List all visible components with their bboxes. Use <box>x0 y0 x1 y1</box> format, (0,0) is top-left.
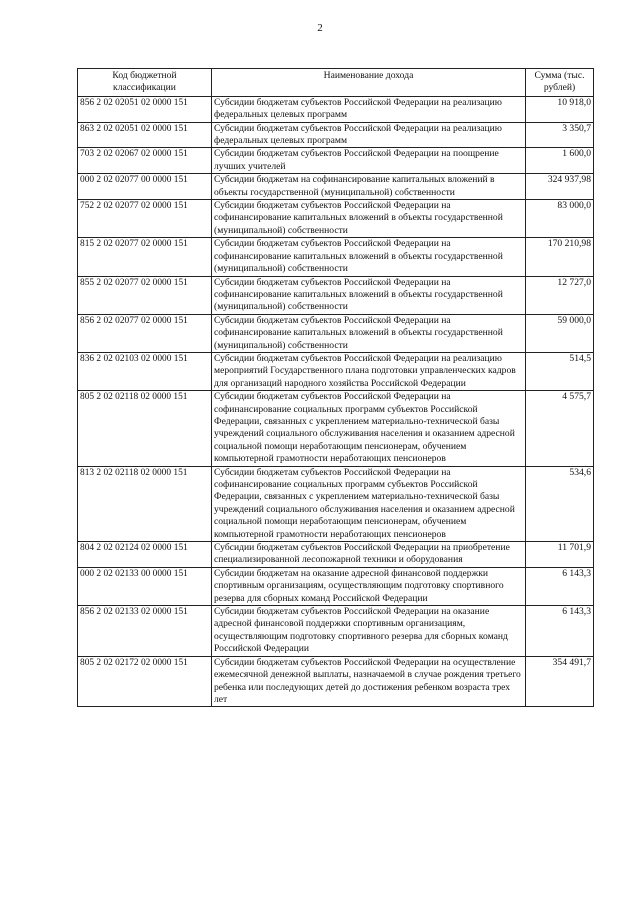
revenue-table <box>77 68 594 707</box>
row-sum: 534,6 <box>526 466 594 541</box>
row-sum: 10 918,0 <box>526 96 594 122</box>
row-sum: 83 000,0 <box>526 200 594 238</box>
table-row <box>78 567 594 605</box>
row-code: 805 2 02 02118 02 0000 151 <box>78 391 212 466</box>
table-row <box>78 314 594 352</box>
row-name: Субсидии бюджетам субъектов Российской Федерации на оказание адресной финансовой поддержки спортивным организациям, осуществляющим подготовку спортивного резерва для сборных команд Российской Федерации <box>212 606 526 657</box>
row-sum: 3 350,7 <box>526 122 594 148</box>
row-code: 804 2 02 02124 02 0000 151 <box>78 542 212 568</box>
row-name: Субсидии бюджетам субъектов Российской Федерации на софинансирование капитальных вложений в объекты государственной (муниципальной) собственности <box>212 200 526 238</box>
row-sum: 59 000,0 <box>526 314 594 352</box>
table-row <box>78 174 594 200</box>
table-row <box>78 148 594 174</box>
row-name: Субсидии бюджетам субъектов Российской Федерации на реализацию мероприятий Государственного плана подготовки управленческих кадров для организаций народного хозяйства Российской Федерации <box>212 352 526 390</box>
row-sum: 324 937,98 <box>526 174 594 200</box>
row-sum: 4 575,7 <box>526 391 594 466</box>
page-number: 2 <box>317 22 323 34</box>
row-name: Субсидии бюджетам на оказание адресной финансовой поддержки спортивным организациям, осуществляющим подготовку спортивного резерва для сборных команд Российской Федерации <box>212 567 526 605</box>
header-sum: Сумма (тыс. рублей) <box>526 69 594 97</box>
row-sum: 354 491,7 <box>526 656 594 707</box>
row-name: Субсидии бюджетам субъектов Российской Федерации на реализацию федеральных целевых программ <box>212 96 526 122</box>
table-row <box>78 352 594 390</box>
row-code: 856 2 02 02133 02 0000 151 <box>78 606 212 657</box>
table-row <box>78 542 594 568</box>
row-sum: 6 143,3 <box>526 606 594 657</box>
row-code: 000 2 02 02133 00 0000 151 <box>78 567 212 605</box>
row-code: 752 2 02 02077 02 0000 151 <box>78 200 212 238</box>
row-sum: 6 143,3 <box>526 567 594 605</box>
row-sum: 11 701,9 <box>526 542 594 568</box>
row-code: 815 2 02 02077 02 0000 151 <box>78 238 212 276</box>
row-code: 805 2 02 02172 02 0000 151 <box>78 656 212 707</box>
table-row <box>78 466 594 541</box>
row-name: Субсидии бюджетам субъектов Российской Федерации на софинансирование капитальных вложений в объекты государственной (муниципальной) собственности <box>212 238 526 276</box>
row-name: Субсидии бюджетам субъектов Российской Федерации на поощрение лучших учителей <box>212 148 526 174</box>
table-row <box>78 276 594 314</box>
table-row <box>78 122 594 148</box>
row-sum: 12 727,0 <box>526 276 594 314</box>
table-row <box>78 391 594 466</box>
header-name: Наименование дохода <box>212 69 526 97</box>
row-code: 863 2 02 02051 02 0000 151 <box>78 122 212 148</box>
table-row <box>78 238 594 276</box>
row-name: Субсидии бюджетам субъектов Российской Федерации на софинансирование социальных программ субъектов Российской Федерации, связанных с укреплением материально-технической базы учреждений социального обслуживания населения и оказанием адресной социальной помощи неработающим пенсионерам, обучением компьютерной грамотности неработающих пенсионеров <box>212 466 526 541</box>
row-name: Субсидии бюджетам на софинансирование капитальных вложений в объекты государственной (муниципальной) собственности <box>212 174 526 200</box>
row-code: 856 2 02 02051 02 0000 151 <box>78 96 212 122</box>
row-code: 836 2 02 02103 02 0000 151 <box>78 352 212 390</box>
header-code: Код бюджетной классификации <box>78 69 212 97</box>
row-name: Субсидии бюджетам субъектов Российской Федерации на софинансирование социальных программ субъектов Российской Федерации, связанных с укреплением материально-технической базы учреждений социального обслуживания населения и оказанием адресной социальной помощи неработающим пенсионерам, обучением компьютерной грамотности неработающих пенсионеров <box>212 391 526 466</box>
row-name: Субсидии бюджетам субъектов Российской Федерации на софинансирование капитальных вложений в объекты государственной (муниципальной) собственности <box>212 276 526 314</box>
row-name: Субсидии бюджетам субъектов Российской Федерации на софинансирование капитальных вложений в объекты государственной (муниципальной) собственности <box>212 314 526 352</box>
row-sum: 1 600,0 <box>526 148 594 174</box>
table-header-row <box>78 69 594 97</box>
row-sum: 514,5 <box>526 352 594 390</box>
row-name: Субсидии бюджетам субъектов Российской Федерации на приобретение специализированной лесопожарной техники и оборудования <box>212 542 526 568</box>
row-sum: 170 210,98 <box>526 238 594 276</box>
row-code: 856 2 02 02077 02 0000 151 <box>78 314 212 352</box>
row-code: 703 2 02 02067 02 0000 151 <box>78 148 212 174</box>
table-row <box>78 656 594 707</box>
row-code: 855 2 02 02077 02 0000 151 <box>78 276 212 314</box>
row-name: Субсидии бюджетам субъектов Российской Федерации на осуществление ежемесячной денежной выплаты, назначаемой в случае рождения третьего ребенка или последующих детей до достижения ребенком возраста трех лет <box>212 656 526 707</box>
table-row <box>78 96 594 122</box>
row-name: Субсидии бюджетам субъектов Российской Федерации на реализацию федеральных целевых программ <box>212 122 526 148</box>
row-code: 000 2 02 02077 00 0000 151 <box>78 174 212 200</box>
table-row <box>78 200 594 238</box>
table-row <box>78 606 594 657</box>
row-code: 813 2 02 02118 02 0000 151 <box>78 466 212 541</box>
